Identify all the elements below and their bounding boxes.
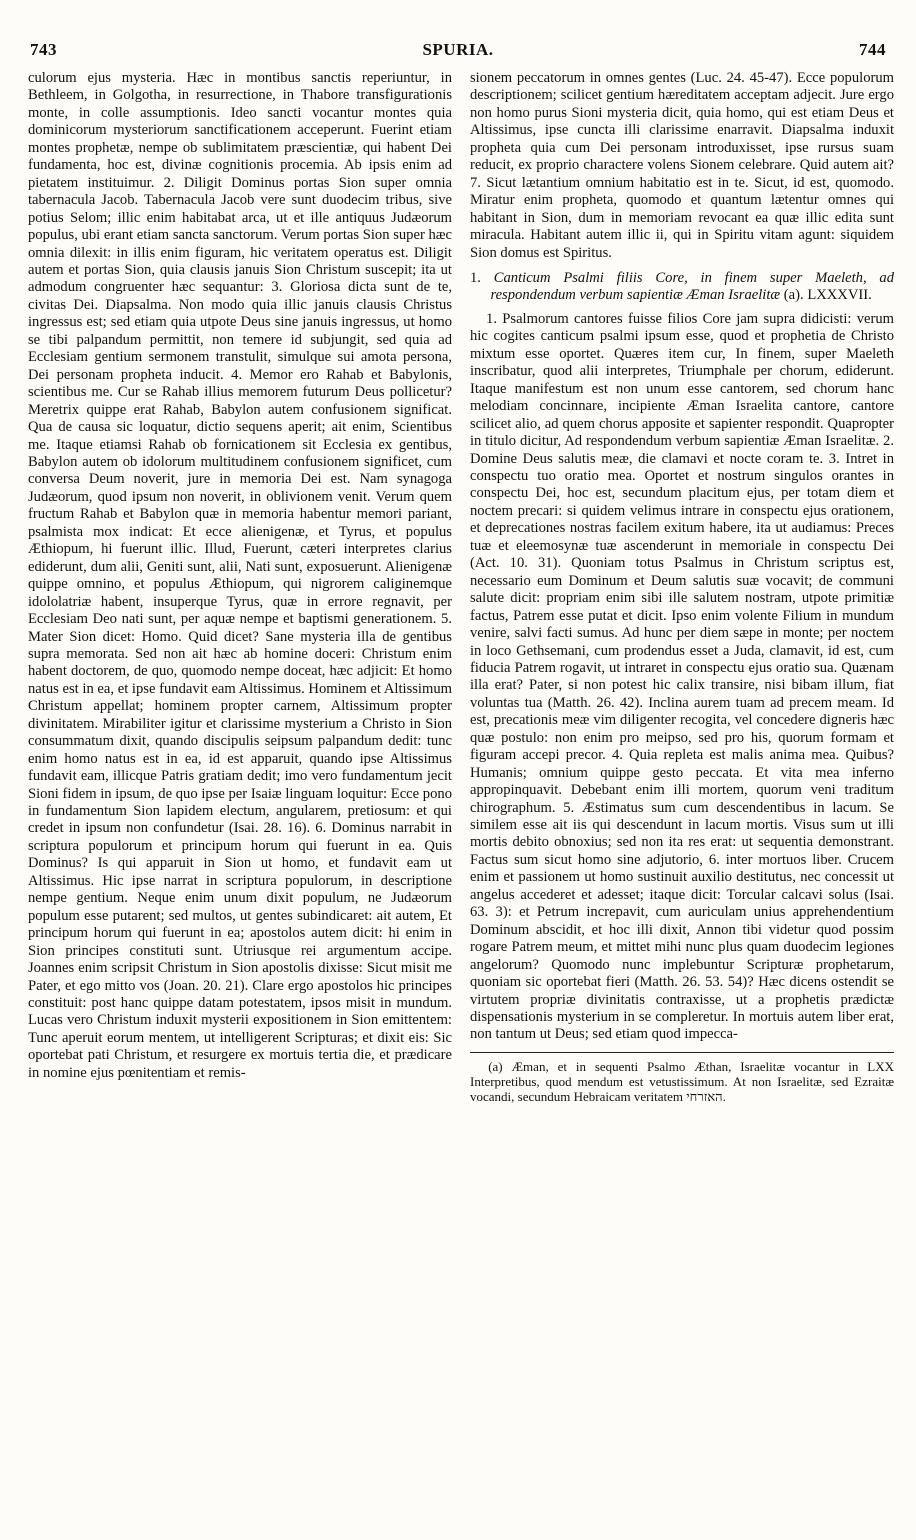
right-column xyxy=(470,70,894,1104)
left-column-text: culorum ejus mysteria. Hæc in montibus sanctis reperiuntur, in Bethleem, in Golgotha, in resurrectione, in Thabore transfigurationis monte, in colle assumptionis. Ideo sancti vocantur montes quia dominicorum mysteriorum sanctificationem acceperunt. Fuerint etiam montes prophetæ, nempe ob sublimitatem præscientiæ, qui habent Dei fundamenta, hoc est, divinæ cognitionis procemia. Ab ipsis enim ad pietatem instituimur. 2. Diligit Dominus portas Sion super omnia tabernacula Jacob. Tabernacula Jacob vere sunt duodecim tribus, sive potius Selom; illic enim habitabat arca, ut et ille antiquus Judæorum populus, ubi erant etiam sancta sanctorum. Verum portas Sion super hæc omnia dilexit: in illis enim figuram, hic veritatem operatus est. Diligit autem et portas Sion, quia clausis januis Sion Christum suscepit; ita ut admodum congruenter hæc sequantur: 3. Gloriosa dicta sunt de te, civitas Dei. Diapsalma. Non modo quia illic januis clausis Christus ingressus est; sed etiam quia utpote Deus sine januis ingressus, ut homo se tibi palpandum permittit, non temere id subjungit, sed quia ad Ecclesiam gentium sermonem transtulit, simulque sui amota persona, Dei personam propheta inducit. 4. Memor ero Rahab et Babylonis, scientibus me. Cur se Rahab illius memorem futurum Deus pollicetur? Meretrix quippe erat Rahab, Babylon autem confusionem significat. Qua de causa sic loquatur, dictio sequens aperit; ait enim, Scientibus me. Itaque etiamsi Rahab ob fornicationem sit Ecclesia ex gentibus, Babylon autem ob idolorum multitudinem confusionem significet, cum conversa Deum noverit, jure in memoria Dei est. Nam synagoga Judæorum, quod ipsum non noverit, in oblivionem venit. Verum quem fructum Rahab et Babylon quæ in memoria habentur memori pariant, psalmista mox indicat: Et ecce alienigenæ, et Tyrus, et populus Æthiopum, hi fuerunt illic. Illud, Fuerunt, cæteri interpretes clarius ediderunt, dum alii, Geniti sunt, alii, Nati sunt, exposuerunt. Alienigenæ quippe omnino, et populus Æthiopum, qui nigrorem caliginemque idololatriæ habent, insuperque Tyrus, quæ in errore regnavit, per Ecclesiam Deo nati sunt, per aquæ nempe et baptismi generationem. 5. Mater Sion dicet: Homo. Quid dicet? Sane mysteria illa de gentibus supra memorata. Sed non ait hæc ab homine doceri: Christum enim habent doctorem, de quo, quomodo nempe doceat, hæc adjicit: Et homo natus est in ea, et ipse fundavit eam Altissimus. Hominem et Altissimum Christum appellat; hominem propter carnem, Altissimum propter divinitatem. Mirabiliter igitur et clarissime mysterium a Christo in Sion consummatum dixit, quando discipulis seipsum palpandum dedit: tunc enim homo natus est in ea, id est apparuit, quando ipse Altissimus fundavit eam, illicque Patris gratiam dedit; imo vero fundamentum jecit Sioni fidem in ipsum, de quo ipse per Isaiæ linguam loquitur: Ecce pono in fundamentum Sion lapidem electum, angularem, pretiosum: et qui credet in ipsum non confundetur (Isai. 28. 16). 6. Dominus narrabit in scriptura populorum et principum horum qui fuerunt in ea. Quis Dominus? Is qui apparuit in Sion ut homo, et fundavit eam ut Altissimus. Hic ipse narrat in scriptura populorum, in descriptione nempe gentium. Neque enim unum dixit populum, ne Judæorum populum esse putarent; sed multos, ut gentes subindicaret: ait autem, Et principum horum qui fuerunt in ea; apostolos autem dicit: hi enim in Sion principes constituti sunt. Utriusque rei argumentum accipe. Joannes enim scripsit Christum in Sion apostolis dixisse: Sicut misit me Pater, et ego mitto vos (Joan. 20. 21). Clare ergo apostolos hic principes constituit: post hanc quippe datam potestatem, ipsos misit in mundum. Lucas vero Christum induxit mysterii expositionem in Sion emittentem: Tunc aperuit eorum mentem, ut intelligerent Scripturas; et dixit eis: Sic oportebat pati Christum, et resurgere ex mortuis tertia die, et prædicare in nomine ejus pœnitentiam et remis- xyxy=(28,70,452,1081)
footnote-rule xyxy=(470,1052,894,1053)
running-header xyxy=(30,40,886,62)
psalm-title xyxy=(470,270,894,305)
psalm-title-number: 1. xyxy=(470,269,481,286)
psalm-number: LXXXVII. xyxy=(807,287,872,304)
footnote: (a) Æman, et in sequenti Psalmo Æthan, Israelitæ vocantur in LXX Interpretibus, quod mendum est vetustissimum. At non Israelitæ, sed Ezraitæ vocandi, secundum Hebraicam veritatem האזרחי. xyxy=(470,1058,894,1104)
running-title: SPURIA. xyxy=(422,40,494,59)
commentary-continuation: sionem peccatorum in omnes gentes (Luc. 24. 45-47). Ecce populorum descriptionem; scilicet gentium hæreditatem acceptam adjecit. Jure ergo non homo purus Sioni mysteria dicit, quia homo, qui est etiam Deus et Altissimus, ipse cuncta illi clarissime enarravit. Diapsalma induxit propheta quia cum Dei personam introduxisset, ipse rursus suam reducit, ex proprio charactere volens Sionem celebrare. Quid autem ait? 7. Sicut lætantium omnium habitatio est in te. Sicut, id est, quomodo. Miratur enim propheta, quomodo et quantum lætentur omnes qui habitant in Sion, dum in memoriam revocant ea quæ illic edita sunt miracula. Habitant autem illic ii, qui in Spiritu vitam agunt: siquidem Sion domus est Spiritus. xyxy=(470,70,894,261)
psalm-title-text: Canticum Psalmi filiis Core, in finem super Maeleth, ad respondendum verbum sapientiæ Æman Israelitæ xyxy=(490,269,894,304)
right-page-number: 744 xyxy=(858,40,886,59)
psalm-commentary: 1. Psalmorum cantores fuisse filios Core jam supra didicisti: verum hic cogites canticum psalmi ipsum esse, quod et prophetia de Christo mixtum esse oportet. Quæres item cur, In finem, super Maeleth inscribatur, quod alii interpretes, Triumphale per chorum, ediderunt. Itaque manifestum est non unum esse cantorem, sed chorum hanc melodiam concinnare, incipiente Æman Israelita cantore, cantore scilicet alio, ad quem chorus apposite et sapienter respondit. Quapropter in titulo dicitur, Ad respondendum verbum sapientiæ Æman Israelitæ. 2. Domine Deus salutis meæ, die clamavi et nocte coram te. 3. Intret in conspectu tuo oratio mea. Oportet et nostrum singulos orantes in conspectu Dei, hoc est, secundum placitum ejus, per totam diem et noctem precari: si quidem velimus intrare in conspectu ejus orationem, et deprecationes nostras facilem exitum habere, ita ut audiamus: Preces tuæ et eleemosynæ tuæ ascenderunt in memoriale in conspectu Dei (Act. 10. 31). Quoniam totus Psalmus in Christum scriptus est, necessario eum Dominum et Deum salutis suæ vocavit; de communi salute dicit: propriam enim sibi ille salutem nostram, utpote primitiæ factus, Patrem esse putat et dicit. Ipso enim volente Filium in mundum venire, salvi facti sumus. Ad hunc per diem sæpe in monte; per noctem in loco Gethsemani, cum prodendus esset a Juda, clamavit, id est, cum fiducia Patrem rogavit, ut intraret in conspectu ejus oratio sua. Quænam illa erat? Pater, si non potest hic calix transire, nisi bibam illum, fiat voluntas tua (Matth. 26. 42). Inclina aurem tuam ad precem meam. Id est, precationis meæ vim diligenter recogita, vel concedere digneris hæc quæ postulo: non enim pro meipso, sed pro his, quorum formam et figuram accepi precor. 4. Quia repleta est malis anima mea. Quibus? Humanis; omnium quippe gesto peccata. Et vita mea inferno appropinquavit. Debebant enim illi mortem, quorum veni traditum chirographum. 5. Æstimatus sum cum descendentibus in lacum. Se similem esse ait iis qui descendunt in lacum mortis. Visus sum ut illi mortis debito obnoxius; sed non ita res erat: ut sequentia demonstrant. Factus sum sicut homo sine adjutorio, 6. inter mortuos liber. Crucem enim et passionem ut homo sustinuit auxilio destitutus, nec concessit ut angelus accederet et adesset; itaque dicit: Torcular calcavi solus (Isai. 63. 3): et Petrum increpavit, cum auriculam unius apprehendentium Dominum abscidit, et hoc illi dixit, Annon tibi videtur quod possim rogare Patrem meum, et mittet mihi nunc plus quam duodecim legiones angelorum? Quomodo nunc implebuntur Scripturæ prophetarum, quoniam sic oportebat fieri (Matth. 26. 53. 54)? Hæc dicens ostendit se virtutem propriæ divinitatis contraxisse, ut a prophetis prædictæ dispensationis mysterium in se compleretur. In mortuis autem liber erat, non tantum ut Deus; sed etiam quod impecca- xyxy=(470,310,894,1043)
left-column xyxy=(28,70,452,1082)
left-page-number: 743 xyxy=(30,40,57,59)
psalm-title-note-ref: (a). xyxy=(783,287,804,304)
